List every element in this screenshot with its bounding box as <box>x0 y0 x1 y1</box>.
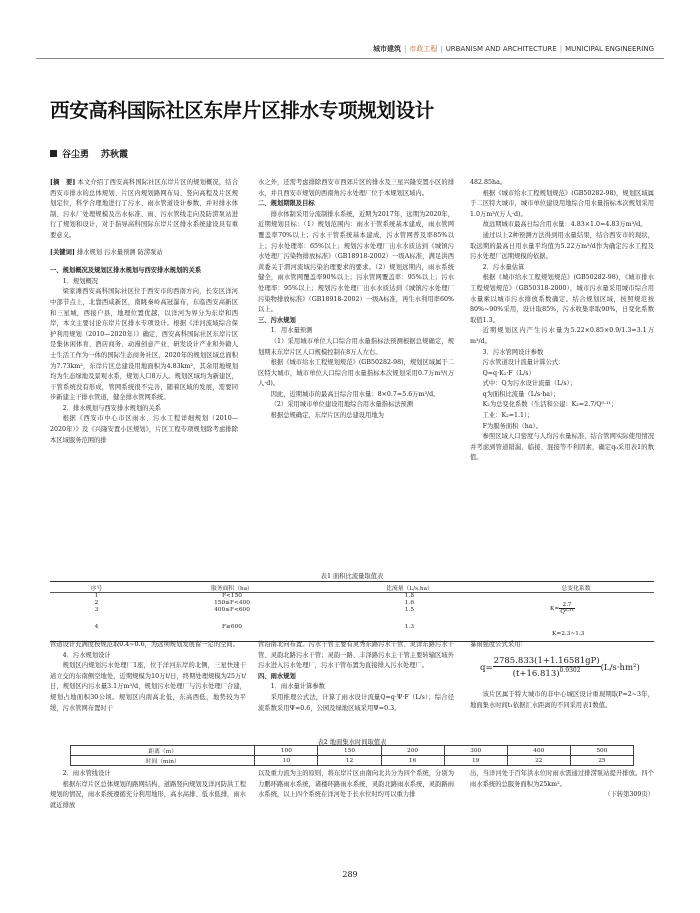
subsection-heading: 3．污水管网设计参数 <box>482 348 544 356</box>
subsection-heading: 1．规划概况 <box>62 277 99 285</box>
section-heading: 四、雨水规划 <box>258 672 296 680</box>
paragraph: 参照区域人口密度与人均污水量标准、结合管网实际使用情况并考虑到管道错漏、临接、混接等不利因素，确定q₀采用表1的数值。 <box>470 433 654 462</box>
paragraph: 近期规划区内产生污水量为5.22×0.85×0.9/1.3=3.1万m³/d。 <box>470 327 654 345</box>
table-cell: 300 <box>444 746 507 756</box>
subsection-heading: 2．污水量估算 <box>482 263 525 271</box>
bottom-column-3 <box>470 769 654 835</box>
paragraph: 式中：Q为污水设计流量（L/s）； <box>482 380 576 388</box>
paragraph: 根据《西安市中心市区雨水、污水工程详细规划（2010—2020年）》及《兴隆安置小区规划》，片区工程专项规划除考虑排除本区域服务范围的排 <box>50 415 238 444</box>
mid-column-3 <box>470 640 654 656</box>
category-label: 市政工程 <box>409 45 438 53</box>
keywords: [关键词] 排水规划 污水量预测 防涝泵站 <box>50 248 163 256</box>
table-cell: F≥600 <box>222 624 242 631</box>
rainfall-formula: q= $\frac{2785.833(1+1.16581gP)}{(t+16.813)^{0.9302}}$ (L/s·hm²) <box>480 656 640 679</box>
table-row-label: 时间（min） <box>71 756 255 766</box>
table-cell: 400 <box>507 746 570 756</box>
section-heading: 二、规划期限及目标 <box>258 200 315 208</box>
paragraph: 根据总规确定，东岸片区的总建设用地为 <box>270 412 384 420</box>
table-row <box>71 746 634 756</box>
paragraph: 根据《城市给水工程规划规范》(GB50282-98)，《城市排水工程规划规范》（GB50318-2000），城市污水量采用城市综合用水量乘以城市污水排放系数确定。结合规划区域，按照规范按80%~90%采用，设计取85%，污水收集率取90%，日变化系数取值1.3。 <box>470 274 654 324</box>
paragraph: （2）采用城市单位建设用地综合用水量指标法预测 <box>270 401 414 409</box>
table-cell-k-formula <box>498 593 654 642</box>
table-header-cell: 序号 <box>90 585 103 592</box>
table-cell: 200 <box>381 746 444 756</box>
paragraph: 管道设计充满度按规范取0.4~0.6，为远期规划发展留一定的空间。 <box>50 641 240 648</box>
paragraph: 管沿南北向布置。污水干管主要有灵秀东路污水干管、灵洋东路污水干管、灵韵北路污水干管；灵韵一路、丰泽路污水主干管主要转输区域外污水进入污水处理厂，污水干管布置为直接排入污水处理厂。 <box>258 641 454 670</box>
author-marker-icon <box>50 150 57 157</box>
running-header: 城市建筑 | 市政工程 | URBANISM AND ARCHITECTURE | MUNICIPAL ENGINEERING <box>372 45 654 53</box>
column-3 <box>470 178 654 570</box>
table-header-row <box>50 582 654 593</box>
table-row <box>71 756 634 766</box>
page-number: 289 <box>342 870 358 879</box>
mid-column-3b <box>470 690 654 735</box>
table-header-cell: 总变化系数 <box>561 585 591 592</box>
paragraph: F为服务面积（ha）。 <box>482 422 542 430</box>
mid-column-1 <box>50 640 246 735</box>
paragraph: 梁家滩西安高科国际社区位于西安市的西南方向，长安区洋河中部节点上，北靠西咸新区，南眺秦岭高冠瀑布，东临西安高新区和三星城，西接户县，地理位置优越，以洋河为界分为东岸和西岸，本文主要讨论东岸片区排水专项设计。根据《洋河流域综合保护利用规划（2010—2020年）》确定，西安高科国际社区东岸片区是集休闲体育、酒店商务、动漫创意产业、研发设计产业和外籍人士生活工作为一体的国际生态商务社区，2020年的规划区域总面积为7.73km²，东岸片区总建设用地面积为4.83km²，其余用地规划均为生态绿地及景观水系，规划人口8万人。规划区域均为新建区，干管系统没有形成，管网系统很不完善，随着区域的发展，需要同步新建主干排水管道，健全排水管网系统。 <box>50 288 238 402</box>
table-cell: 150≤F<400 <box>214 600 250 606</box>
author-name: 苏秋霞 <box>101 150 129 160</box>
table-cell: 100 <box>255 746 318 756</box>
table-cell: 1 <box>94 593 99 600</box>
table-cell: 1.8 <box>404 593 415 600</box>
paragraph: 通过以上2种预测方法得到用水量结果，结合西安市的现状，取远期的最高日用水量平均值为5.22万m³/d作为确定污水工程及污水处理厂远期规模的依据。 <box>470 231 654 261</box>
table-cell: 16 <box>381 756 444 766</box>
category-en-label: MUNICIPAL ENGINEERING <box>565 45 654 53</box>
paragraph: 故远期城市最高日综合用水量：4.83×1.0=4.83万m³/d。 <box>482 221 647 229</box>
k-range: K=2.3~1.3 <box>552 630 585 637</box>
column-2 <box>258 178 454 570</box>
column-1 <box>50 178 238 570</box>
formula-line: Q=q·K₂·F（L/s） <box>482 369 535 377</box>
table-cell: 2 <box>94 600 99 606</box>
bottom-column-2 <box>258 769 454 835</box>
paragraph: （1）采用城市单位人口综合用水量指标法预测根据总规确定，规划期末东岸片区人口规模控制在8万人左右。 <box>258 337 454 356</box>
table-header-cell: 比流量（L/s.ha） <box>386 585 433 592</box>
bottom-column-1 <box>50 769 246 835</box>
k-formula: K= $\frac{2.7}{\text{Q⁰·¹¹}}$ <box>550 601 574 615</box>
paragraph: 水之外，还需考虑排除西安市西郊片区的排水及三星兴隆安置小区的排水，并且西安市规划的西南角污水处理厂位于本规划区域内。 <box>258 179 454 197</box>
paragraph: 根据东岸片区总体规划的路网结构、道路竖向规划及洋河防洪工程规划的情况，雨水系统遵循充分利用地形，高水高排、低水低排，雨水就近排放 <box>50 780 246 809</box>
author-line <box>50 147 128 160</box>
table-cell: 12 <box>318 756 381 766</box>
table-cell: F<150 <box>222 593 242 600</box>
table-1-caption: 表1 面积比流量取值表 <box>320 573 384 580</box>
journal-cn-label: 城市建筑 <box>372 45 401 53</box>
table-cell: 400≤F<600 <box>214 607 250 613</box>
paragraph: 排水体制采用分流制排水系统，近期为2017年，远期为2020年，近期规划目标：（1）规划范围内：雨水干管系统基本建成，雨水管网覆盖率70%以上；污水干管系统基本建成，污水管网普及率85%以上；污水处理率：65%以上；规划污水处理厂出水水质达到《城镇污水处理厂污染物排放标准》（GB18918-2002）一级A标准，满足洪西黄委关于渭河流域污染治理要求的要求。（2）规划远期内，雨水系统健全，雨水管网覆盖率90%以上；污水管网覆盖率：95%以上；污水处理率：95%以上；规划污水处理厂出水水质达到《城镇污水处理厂污染物排放标准》（GB18918-2002）一级A标准，再生水利用率60%以上。 <box>258 210 454 314</box>
paragraph: 根据《城市给水工程规划规范》(GB50282-98)，规划区域属于二区特大城市，城市单位建设用地综合用水量指标本次规划采用1.0万m³/(万人·d)。 <box>470 189 654 218</box>
table-2 <box>70 745 634 766</box>
article-title: 西安高科国际社区东岸片区排水专项规划设计 <box>50 99 435 122</box>
paragraph: 出，当洋河处于百年洪水位时雨水需通过排涝泵站提升排放。四个雨水系统的总服务面积为25km²。 <box>470 770 654 788</box>
paragraph: 工业：K₂=1.1）； <box>482 412 534 420</box>
mid-column-2 <box>258 640 454 735</box>
paragraph: K₂为总变化系数（生活和公建：K₂=2.7/Q⁰·¹¹； <box>482 401 618 409</box>
table-row <box>50 593 654 600</box>
subsection-heading: 1．用水量预测 <box>270 327 313 335</box>
subsection-heading: 1．雨水量计算参数 <box>270 683 325 691</box>
header-divider <box>36 58 664 59</box>
table-1 <box>50 581 654 642</box>
paragraph: 因此，近期城市的最高日综合用水量：8×0.7=5.6万m³/d。 <box>270 390 440 398</box>
subsection-heading: 2．排水规划与西安排水规划的关系 <box>62 404 162 412</box>
table-cell: 1.5 <box>404 607 415 613</box>
author-name: 谷尘勇 <box>62 150 90 160</box>
abstract: [摘 要] 本文介绍了西安高科国际社区东岸片区的规划概况，结合西安市排水的总体规划、片区内规划路网布局、竖向高程及片区规划定位，科学合理地进行了污水、雨水管道设计参数，并对排水体制、污水厂处理规模及出水标准、雨、污水管线走向及防涝泵站进行了规划和设计，对于指导高科国际东岸片区排水系统建设具有重要意义。 <box>50 179 238 239</box>
table-cell: 500 <box>570 746 633 756</box>
table-2-caption: 表2 地面集水时间取值表 <box>317 739 387 746</box>
subsection-heading: 4．污水规划设计 <box>62 651 111 659</box>
table-cell: 25 <box>570 756 633 766</box>
table-header-cell: 服务面积（ha） <box>211 585 253 592</box>
paragraph: 该片区属于特大城市的非中心城区设计重现期取P=2~3年，地面集水时间t₁依据汇水距离的不同采用表1数值。 <box>470 691 654 709</box>
journal-en-label: URBANISM AND ARCHITECTURE <box>445 45 557 53</box>
paragraph: 暴雨强度公式采用： <box>470 641 527 648</box>
paragraph: 482.85ha。 <box>470 179 507 186</box>
paragraph: 污水管道设计流量计算公式： <box>482 359 565 367</box>
table-cell: 150 <box>318 746 381 756</box>
table-cell: 1.3 <box>404 624 415 631</box>
table-cell: 22 <box>507 756 570 766</box>
table-cell: 3 <box>94 607 99 613</box>
paragraph: 采用推理公式法，计算了雨水设计流量Q=q·Ψ·F（L/s）；综合径流系数采用Ψ=0.6，公园及绿地区域采用Ψ=0.3。 <box>258 693 454 712</box>
table-cell: 1.6 <box>404 600 415 606</box>
table-cell: 10 <box>255 756 318 766</box>
section-heading: 三、污水规划 <box>258 316 296 324</box>
table-row-label: 距离（m） <box>71 746 255 756</box>
paragraph: q为面积比流量（L/s·ha）； <box>482 390 560 398</box>
paragraph: 根据《城市给水工程规划规范》(GB50282-98)，规划区域属于二区特大城市，城市单位人口综合用水量指标本次规划采用0.7万m³/(万人·d)。 <box>258 359 454 388</box>
table-cell: 4 <box>94 624 99 631</box>
subsection-heading: 2．雨水管线设计 <box>62 770 111 777</box>
table-cell: 19 <box>444 756 507 766</box>
paragraph: 以及重力流为主的原则，将东岸片区由南向北共分为四个系统，分别为力鹏环路雨水系统，诸楼环路雨水系统，灵韵北路雨水系统，灵韵路雨水系统，以上四个系统在洋河处于长水位时均可以重力排 <box>258 770 454 799</box>
paragraph: 规划区内规划污水处理厂1座，位于洋河东岸的北侧，三星快速干道立交的东南侧空地处，近期规模为10万t/日，终期处理规模为25万t/日，规划区内污水量3.1万m³/d，规划污水处理厂与污水处理厂合建，规划占地面积30公顷。规划区内南高北低，东高西低，地势较为平缓，污水管网布置时干 <box>50 662 246 712</box>
section-heading: 一、规划概况及规划区排水规划与西安排水规划的关系 <box>50 267 202 275</box>
continuation-note: （下转第309页） <box>604 791 654 799</box>
